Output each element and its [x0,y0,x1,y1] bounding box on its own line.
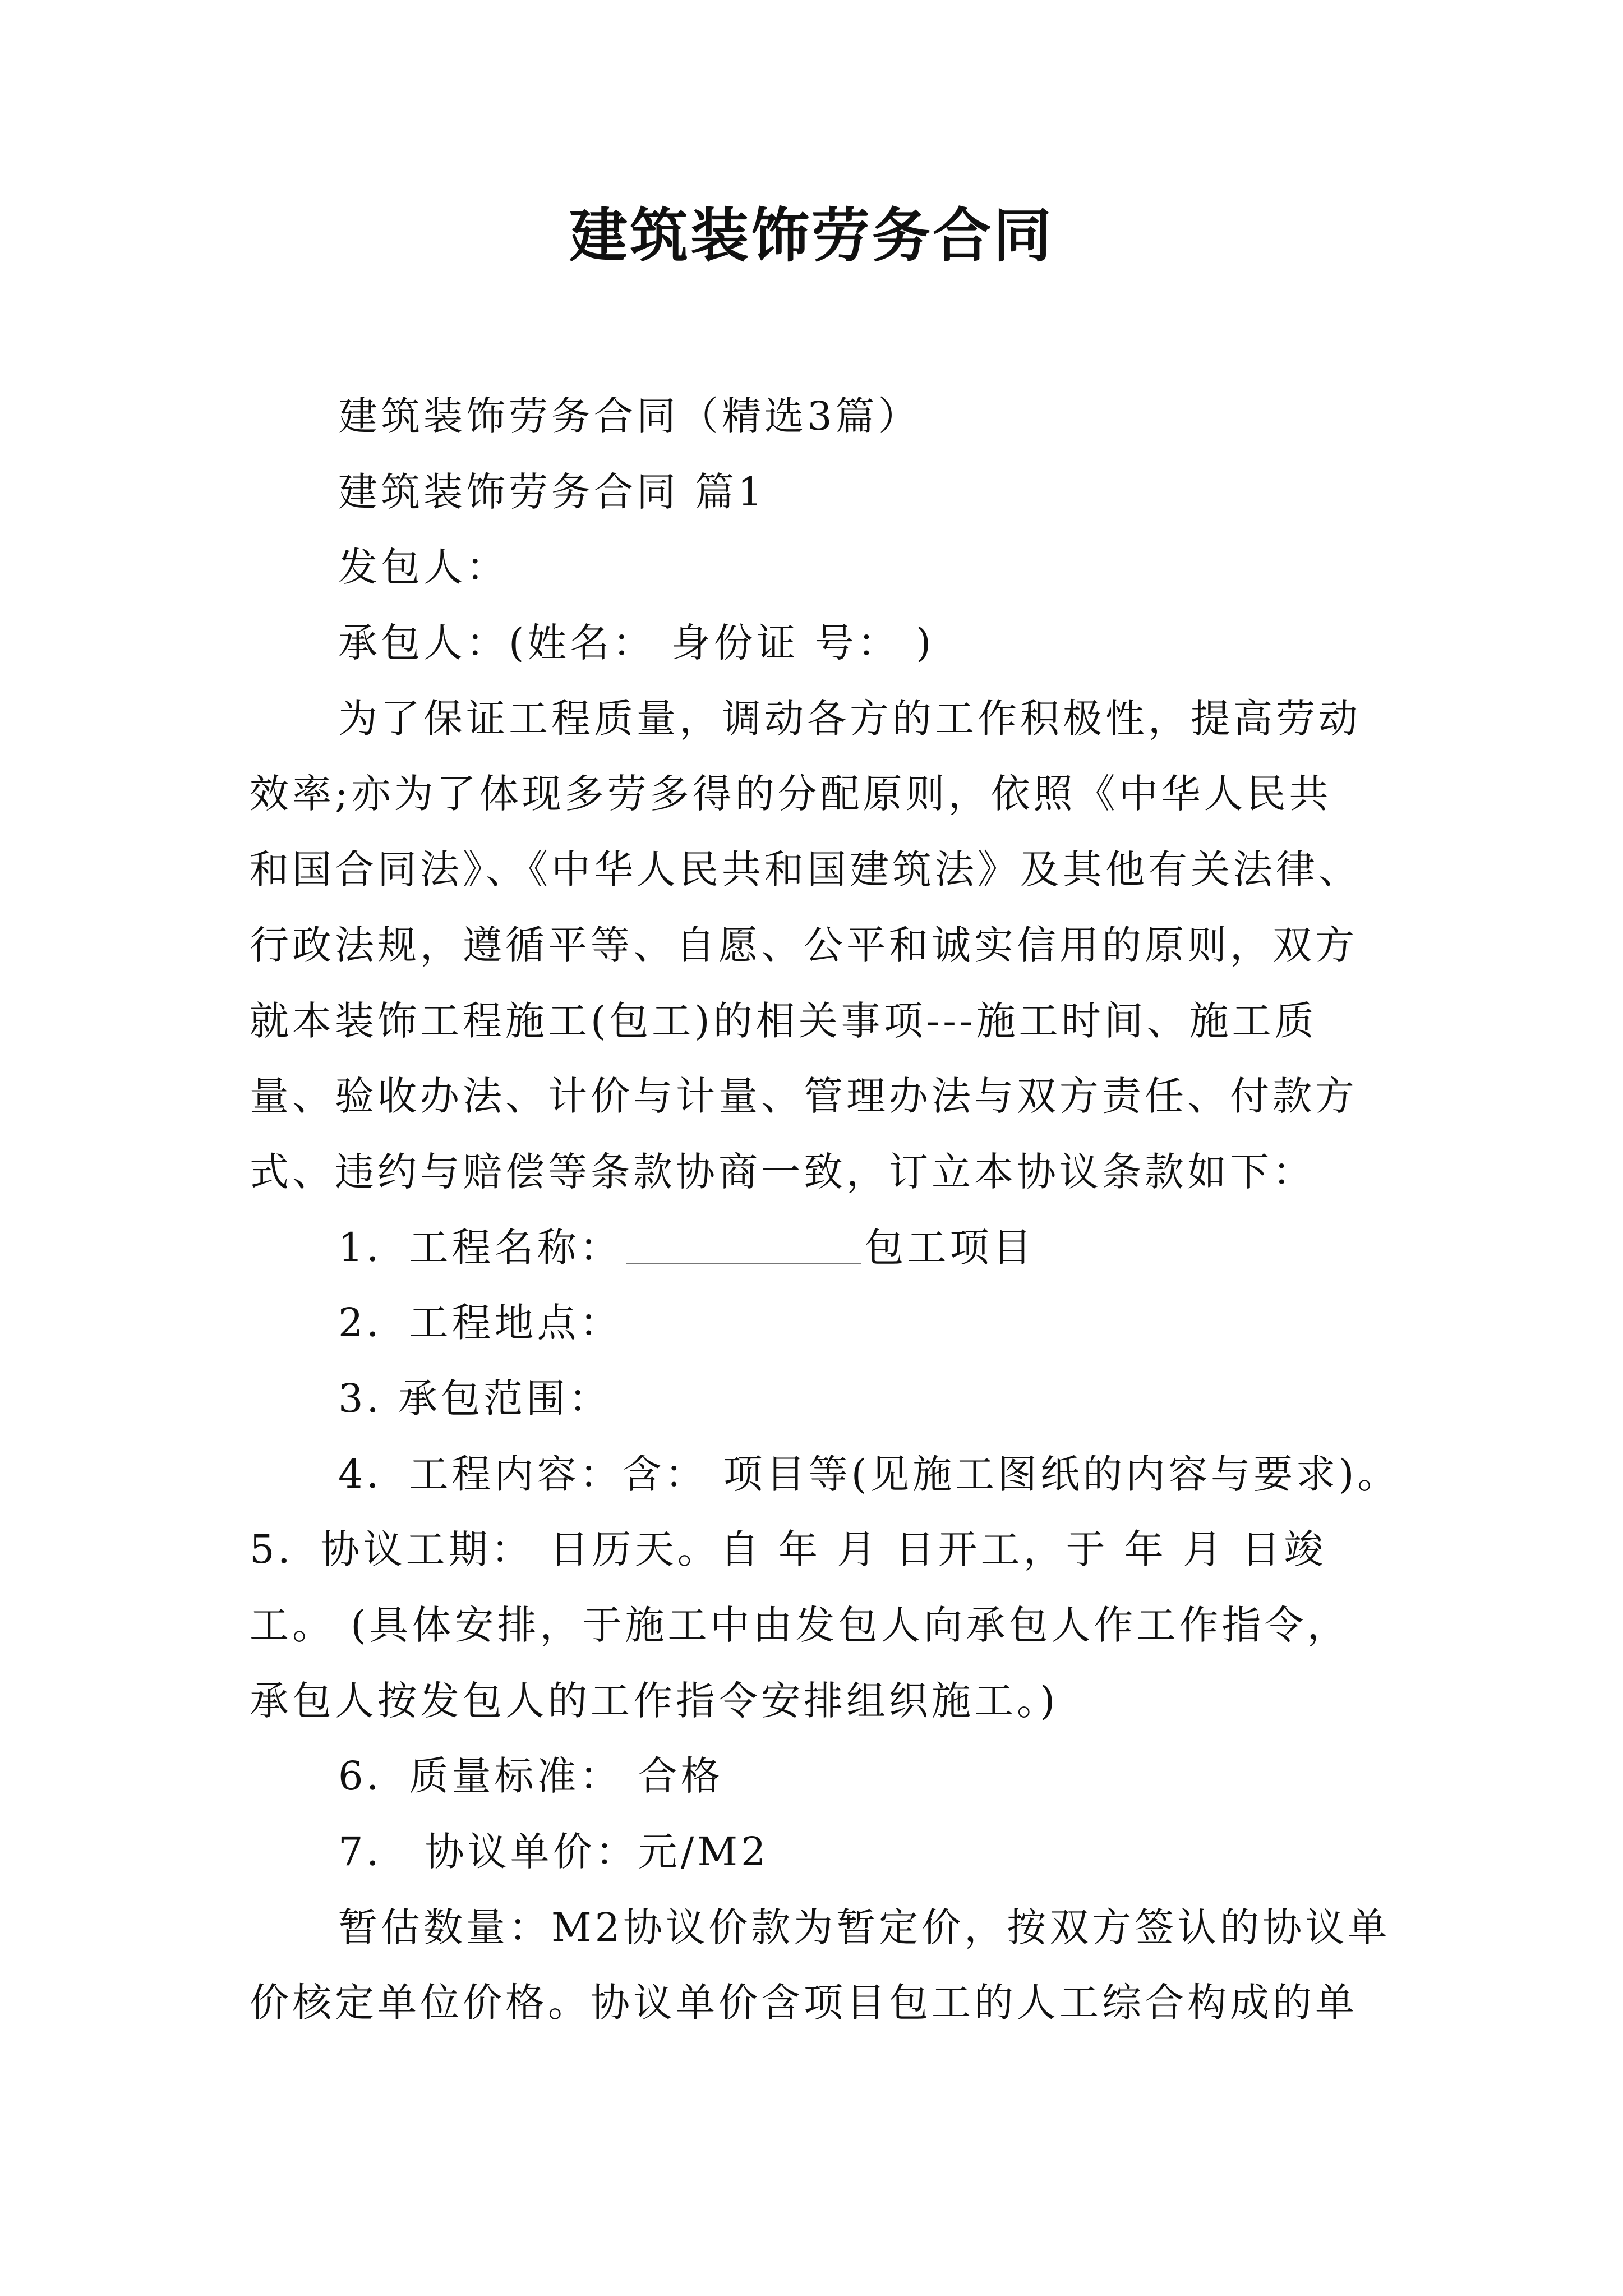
text-line: 为了保证工程质量，调动各方的工作积极性，提高劳动 [338,695,1361,742]
text-line: 量、验收办法、计价与计量、管理办法与双方责任、付款方 [250,1073,1358,1120]
project-name-blank [626,1224,861,1264]
project-name-suffix: 包工项目 [864,1224,1035,1271]
text-line: 3. 承包范围： [338,1375,612,1421]
text-line: 和国合同法》、《中华人民共和国建筑法》及其他有关法律、 [250,846,1361,893]
text-line: 价核定单位价格。协议单价含项目包工的人工综合构成的单 [250,1980,1358,2026]
document-body [250,379,1400,2041]
text-line: 暂估数量：M2协议价款为暂定价，按双方签认的协议单 [338,1904,1391,1950]
text-line: 5．协议工期： 日历天。自 年 月 日开工，于 年 月 日竣 [250,1526,1327,1573]
text-line: 承包人：(姓名： 身份证 号： ) [338,620,935,666]
text-line: 效率;亦为了体现多劳多得的分配原则，依照《中华人民共 [250,771,1332,817]
text-line: 发包人： [338,544,509,591]
text-line: 6．质量标准： 合格 [338,1753,723,1800]
text-line: 建筑装饰劳务合同（精选3篇） [338,393,921,439]
text-line: 承包人按发包人的工作指令安排组织施工。) [250,1677,1059,1724]
text-line: 工。 (具体安排，于施工中由发包人向承包人作工作指令， [250,1602,1350,1648]
project-name-label: 1．工程名称： [338,1224,623,1271]
text-line: 行政法规，遵循平等、自愿、公平和诚实信用的原则，双方 [250,922,1358,968]
text-line: 建筑装饰劳务合同 篇1 [338,468,766,515]
text-line: 式、违约与赔偿等条款协商一致，订立本协议条款如下： [250,1148,1315,1195]
document-title: 建筑装饰劳务合同 [569,201,1054,270]
text-line: 7． 协议单价：元/M2 [338,1829,769,1875]
project-name-line [250,1210,1394,1286]
text-line: 4．工程内容：含： 项目等(见施工图纸的内容与要求)。 [338,1451,1400,1497]
text-line: 就本装饰工程施工(包工)的相关事项---施工时间、施工质 [250,997,1317,1044]
text-line: 2．工程地点： [338,1300,623,1346]
